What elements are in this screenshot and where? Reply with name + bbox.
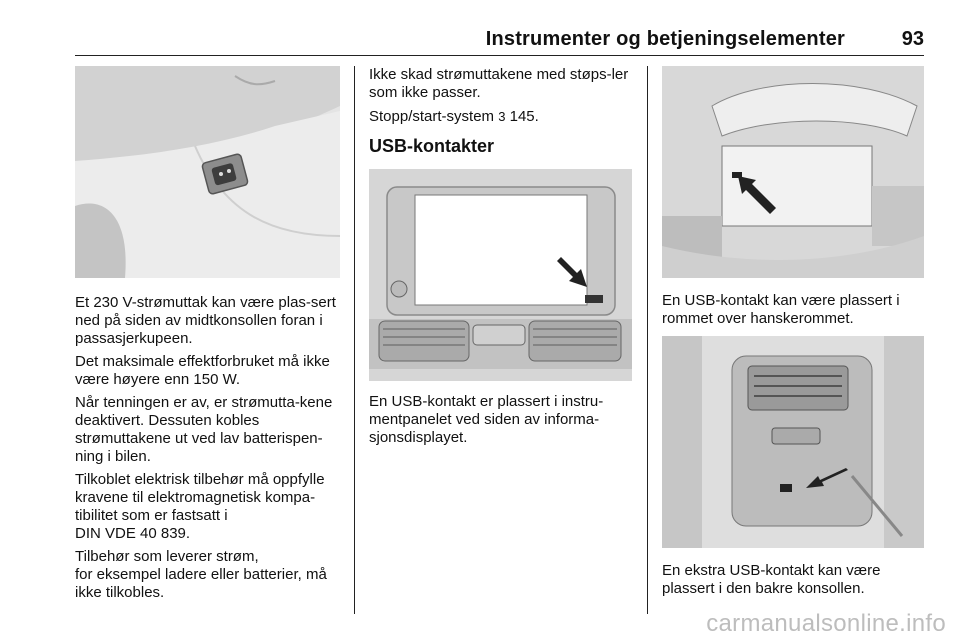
paragraph-ignition-off: Når tenningen er av, er strømutta-kene deaktivert. Dessuten kobles strømuttakene ut ved lav batterispen-ning i bilen. bbox=[75, 394, 333, 465]
xref-arrow-icon: 3 bbox=[498, 109, 506, 124]
section-heading-usb: USB-kontakter bbox=[369, 136, 495, 156]
power-outlet-figure bbox=[75, 66, 340, 278]
paragraph-emc-requirements: Tilkoblet elektrisk tilbehør må oppfylle kravene til elektromagnetisk kompa-tibilitet som er fastsatt i bbox=[75, 471, 325, 524]
column-left bbox=[75, 66, 340, 602]
column-divider-right bbox=[647, 66, 648, 614]
column-middle bbox=[369, 66, 632, 447]
paragraph-chargers-warning: for eksempel ladere eller batterier, må ikke tilkobles. bbox=[75, 566, 327, 601]
paragraph-do-not-damage: Ikke skad strømuttakene med støps-ler som ikke passer. bbox=[369, 66, 629, 101]
xref-page: 145. bbox=[509, 108, 539, 125]
page-number: 93 bbox=[901, 28, 924, 50]
paragraph-power-accessories: Tilbehør som leverer strøm, bbox=[75, 548, 259, 565]
paragraph-outlet-location: Et 230 V-strømuttak kan være plas-sert ned på siden av midtkonsollen foran i passasjerkupeen. bbox=[75, 294, 336, 347]
caption-usb-above-glovebox: En USB-kontakt kan være plassert i rommet over hanskerommet. bbox=[662, 292, 900, 327]
glovebox-usb-figure bbox=[662, 66, 924, 278]
paragraph-din-standard: DIN VDE 40 839. bbox=[75, 525, 191, 542]
caption-usb-rear-console: En ekstra USB-kontakt kan være plassert i den bakre konsollen. bbox=[662, 562, 881, 597]
usb-dashboard-figure bbox=[369, 169, 632, 381]
usb-dashboard-illustration bbox=[369, 169, 632, 381]
glovebox-usb-illustration bbox=[662, 66, 924, 278]
column-divider-left bbox=[354, 66, 355, 614]
rear-console-usb-figure bbox=[662, 336, 924, 548]
caption-usb-instrument-panel: En USB-kontakt er plassert i instru-mentpanelet ved siden av informa-sjonsdisplayet. bbox=[369, 393, 604, 446]
column-right bbox=[662, 66, 924, 598]
paragraph-max-power: Det maksimale effektforbruket må ikke være høyere enn 150 W. bbox=[75, 353, 330, 388]
power-outlet-illustration bbox=[75, 66, 340, 278]
page-header-title: Instrumenter og betjeningselementer bbox=[485, 28, 845, 50]
watermark-text: carmanualsonline.info bbox=[706, 610, 946, 637]
cross-reference bbox=[369, 108, 632, 126]
header-rule bbox=[75, 55, 924, 56]
rear-console-usb-illustration bbox=[662, 336, 924, 548]
xref-text: Stopp/start-system bbox=[369, 108, 495, 125]
